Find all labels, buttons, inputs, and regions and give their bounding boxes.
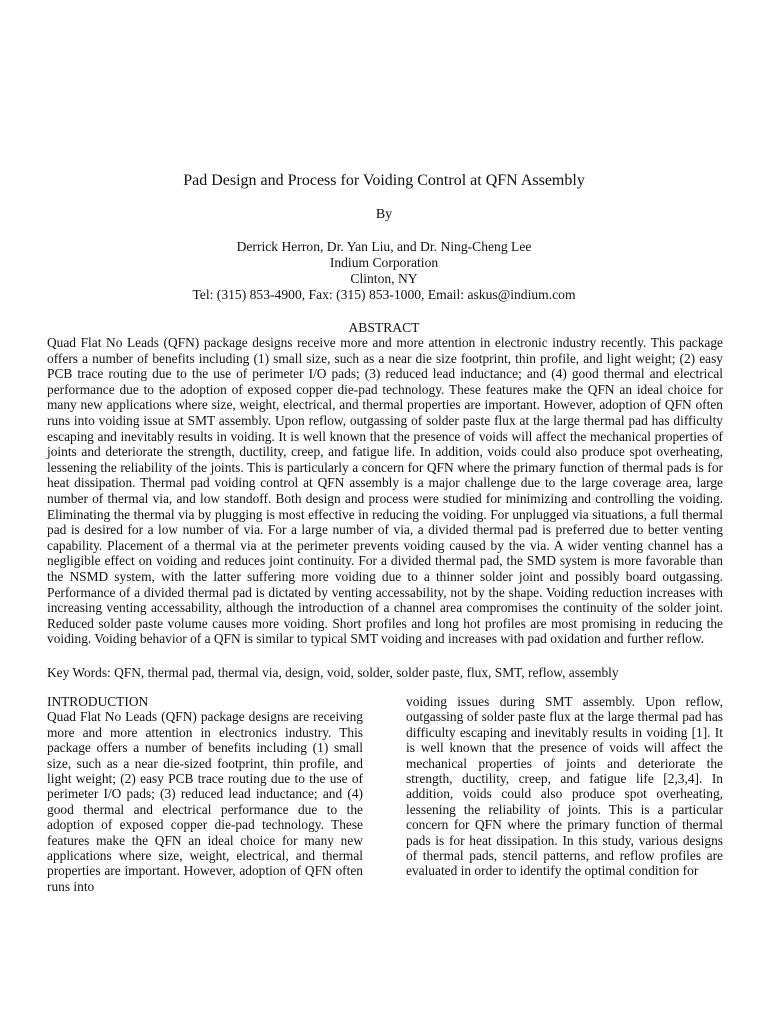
location: Clinton, NY: [350, 271, 418, 286]
abstract-text: Quad Flat No Leads (QFN) package designs receive more and more attention in electronic industry recently. This package offers a number of benefits including (1) small size, such as a near die size footprint, thin profile, and light weight; (2) easy PCB trace routing due to the use of perimeter I/O pads; (3) reduced lead inductance; and (4) good thermal and electrical performance due to the adoption of exposed copper die-pad technology. These features make the QFN an ideal choice for many new applications where size, weight, electrical, and thermal properties are important. However, adoption of QFN often runs into voiding issue at SMT assembly. Upon reflow, outgassing of solder paste flux at the large thermal pad has difficulty escaping and inevitably results in voiding. It is well known that the presence of voids will affect the mechanical properties of joints and deteriorate the strength, ductility, creep, and fatigue life. In addition, voids could also produce spot overheating, lessening the reliability of the joints. This is particularly a concern for QFN where the primary function of thermal pads is for heat dissipation. Thermal pad voiding control at QFN assembly is a major challenge due to the large coverage area, large number of thermal via, and low standoff. Both design and process were studied for minimizing and controlling the voiding. Eliminating the thermal via by plugging is most effective in reducing the voiding. For unplugged via situations, a full thermal pad is desired for a low number of via. For a large number of via, a divided thermal pad is preferred due to better venting capability. Placement of a thermal via at the perimeter prevents voiding caused by the via. A wider venting channel has a negligible effect on voiding and reduces joint continuity. For a divided thermal pad, the SMD system is more favorable than the NSMD system, with the latter suffering more voiding due to a thinner solder joint and possibly board outgassing. Performance of a divided thermal pad is dictated by venting accessability, not by the shape. Voiding reduction increases with increasing venting accessability, although the introduction of a channel area compromises the continuity of the solder joint. Reduced solder paste volume causes more voiding. Short profiles and long hot profiles are most promising in reducing the voiding. Voiding behavior of a QFN is similar to typical SMT voiding and increases with pad oxidation and further reflow.: [47, 335, 723, 647]
introduction-heading: INTRODUCTION: [47, 694, 149, 709]
introduction-text-left: Quad Flat No Leads (QFN) package designs are receiving more and more attention in electronics industry. This package offers a number of benefits including (1) small size, such as a near die-sized footprint, thin profile, and light weight; (2) easy PCB trace routing due to the use of perimeter I/O pads; (3) reduced lead inductance; and (4) good thermal and electrical performance due to the adoption of exposed copper die-pad technology. These features make the QFN an ideal choice for many new applications where size, weight, electrical, and thermal properties are important. However, adoption of QFN often runs into: [47, 709, 363, 894]
left-column: [47, 694, 363, 894]
abstract-heading: ABSTRACT: [348, 320, 420, 335]
keywords: Key Words: QFN, thermal pad, thermal via, design, void, solder, solder paste, flux, SMT, reflow, assembly: [47, 665, 619, 680]
authors: Derrick Herron, Dr. Yan Liu, and Dr. Ning-Cheng Lee: [236, 239, 532, 254]
author-block: [0, 239, 768, 303]
contact-info: Tel: (315) 853-4900, Fax: (315) 853-1000, Email: askus@indium.com: [192, 287, 576, 302]
right-column: [406, 694, 723, 879]
introduction-text-right: voiding issues during SMT assembly. Upon reflow, outgassing of solder paste flux at the large thermal pad has difficulty escaping and inevitably results in voiding [1]. It is well known that the presence of voids will affect the mechanical properties of joints and deteriorate the strength, ductility, creep, and fatigue life [2,3,4]. In addition, voids could also produce spot overheating, lessening the reliability of joints. This is a particular concern for QFN where the primary function of thermal pads is for heat dissipation. In this study, various designs of thermal pads, stencil patterns, and reflow profiles are evaluated in order to identify the optimal condition for: [406, 694, 723, 879]
paper-title: Pad Design and Process for Voiding Control at QFN Assembly: [183, 172, 585, 189]
byline: By: [375, 207, 393, 222]
organization: Indium Corporation: [329, 255, 439, 270]
